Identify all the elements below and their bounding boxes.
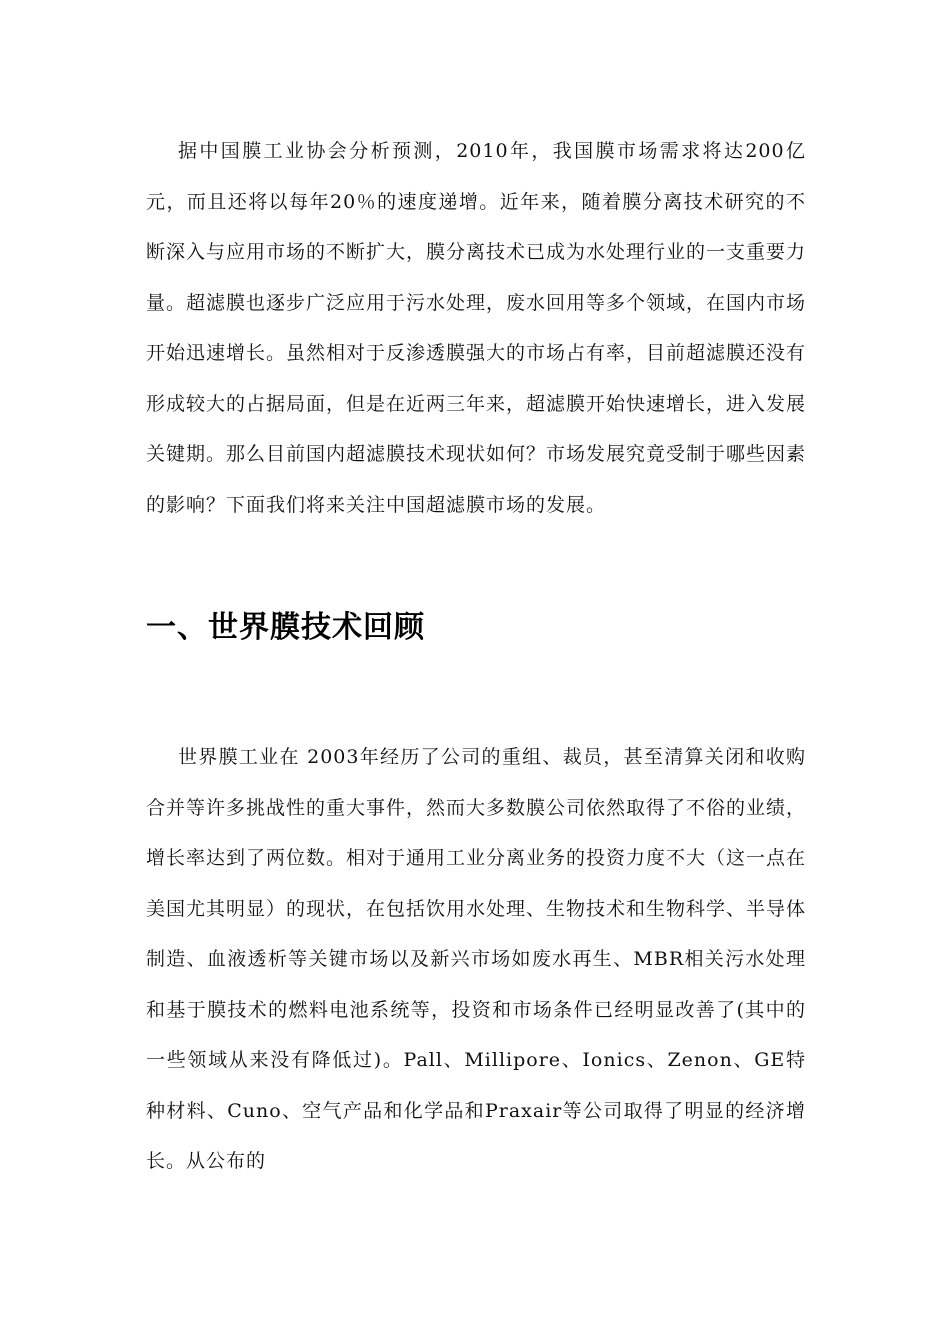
section-heading: 一、世界膜技术回顾	[146, 610, 425, 645]
body-paragraph: 世界膜工业在 2003年经历了公司的重组、裁员，甚至清算关闭和收购合并等许多挑战性的重大事件，然而大多数膜公司依然取得了不俗的业绩，增长率达到了两位数。相对于通用工业分离业务的投资力度不大（这一点在美国尤其明显）的现状，在包括饮用水处理、生物技术和生物科学、半导体制造、血液透析等关键市场以及新兴市场如废水再生、MBR相关污水处理和基于膜技术的燃料电池系统等，投资和市场条件已经明显改善了(其中的一些领域从来没有降低过)。Pall、Millipore、Ionics、Zenon、GE特种材料、Cuno、空气产品和化学品和Praxair等公司取得了明显的经济增长。从公布的	[146, 746, 807, 1172]
intro-paragraph: 据中国膜工业协会分析预测，2010年，我国膜市场需求将达200亿元，而且还将以每年20％的速度递增。近年来，随着膜分离技术研究的不断深入与应用市场的不断扩大，膜分离技术已成为水处理行业的一支重要力量。超滤膜也逐步广泛应用于污水处理，废水回用等多个领域，在国内市场开始迅速增长。虽然相对于反渗透膜强大的市场占有率，目前超滤膜还没有形成较大的占据局面，但是在近两三年来，超滤膜开始快速增长，进入发展关键期。那么目前国内超滤膜技术现状如何？市场发展究竟受制于哪些因素的影响？下面我们将来关注中国超滤膜市场的发展。	[146, 140, 807, 516]
